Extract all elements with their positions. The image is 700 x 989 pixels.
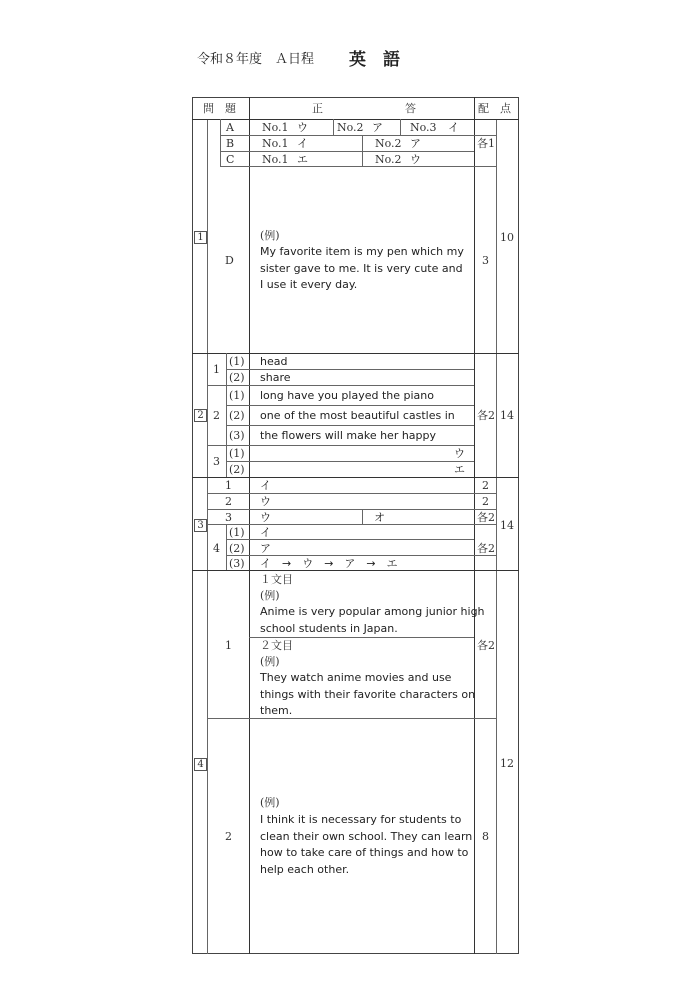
subject-title: 英 語 xyxy=(349,50,400,70)
row-divider xyxy=(192,119,519,120)
col-divider xyxy=(474,97,475,954)
q2-3-answer2: エ xyxy=(454,463,465,476)
q4-1-score: 各2 xyxy=(477,639,495,652)
q2-2-sub1: (1) xyxy=(229,389,245,402)
q1-a-no1: No.1 xyxy=(262,121,289,134)
question-2-number: 2 xyxy=(194,409,207,422)
q3-4-answer3: イ → ウ → ア → エ xyxy=(260,557,398,570)
q3-3-score: 各2 xyxy=(477,511,495,524)
q3-2-score: 2 xyxy=(482,495,489,508)
q1-a-no3: No.3 xyxy=(410,121,437,134)
col-divider xyxy=(249,97,250,954)
q3-3-answer2: オ xyxy=(374,511,385,524)
q1-d-example: (例) xyxy=(260,229,280,242)
question-4-number: 4 xyxy=(194,758,207,771)
q3-4-answer2: ア xyxy=(260,542,271,555)
q4-2-example: (例) xyxy=(260,796,280,809)
q3-4-sub3: (3) xyxy=(229,557,245,570)
q4-1-label: 1 xyxy=(225,639,232,652)
q2-3-sub2: (2) xyxy=(229,463,245,476)
q3-2-answer: ウ xyxy=(260,495,271,508)
q1-a-answer2: ア xyxy=(372,121,383,134)
q4-2-answer: I think it is necessary for students to clean their own school. They can learn how to take care of things and how to help each other. xyxy=(260,813,473,876)
q2-3-answer1: ウ xyxy=(454,447,465,460)
header-answer: 答 xyxy=(405,102,416,115)
q2-2-answer2: one of the most beautiful castles in xyxy=(260,409,455,422)
q4-1-first-sentence: １文目 xyxy=(260,573,293,586)
q2-2-sub3: (3) xyxy=(229,429,245,442)
q4-2-score: 8 xyxy=(482,830,489,843)
q2-1-sub1: (1) xyxy=(229,355,245,368)
q3-3-label: 3 xyxy=(225,511,232,524)
q4-1-second-sentence: ２文目 xyxy=(260,639,293,652)
q1-c-no1: No.1 xyxy=(262,153,289,166)
q3-3-answer1: ウ xyxy=(260,511,271,524)
q1-a-answer3: イ xyxy=(448,121,459,134)
q1-total: 10 xyxy=(500,231,514,244)
q3-total: 14 xyxy=(500,519,514,532)
q2-1-answer1: head xyxy=(260,355,288,368)
q3-2-label: 2 xyxy=(225,495,232,508)
header-correct: 正 xyxy=(312,102,323,115)
q1-c-label: C xyxy=(226,153,235,166)
q4-2-label: 2 xyxy=(225,830,232,843)
question-3-number: 3 xyxy=(194,519,207,532)
q2-3-sub1: (1) xyxy=(229,447,245,460)
q1-a-answer1: ウ xyxy=(297,121,308,134)
q1-c-answer1: エ xyxy=(297,153,308,166)
q3-4-sub2: (2) xyxy=(229,542,245,555)
q4-total: 12 xyxy=(500,757,514,770)
q3-4-sub1: (1) xyxy=(229,526,245,539)
q2-3-label: 3 xyxy=(213,455,220,468)
q1-d-label: D xyxy=(225,254,234,267)
q2-1-label: 1 xyxy=(213,363,220,376)
q2-total: 14 xyxy=(500,409,514,422)
q1-b-label: B xyxy=(226,137,235,150)
header-points: 配 点 xyxy=(478,102,511,115)
q1-d-score: 3 xyxy=(482,254,489,267)
q3-1-label: 1 xyxy=(225,479,232,492)
q1-abc-score: 各1 xyxy=(477,137,495,150)
q3-1-score: 2 xyxy=(482,479,489,492)
col-divider xyxy=(496,119,497,954)
q1-b-answer2: ア xyxy=(410,137,421,150)
q3-1-answer: イ xyxy=(260,479,271,492)
q1-a-no2: No.2 xyxy=(337,121,364,134)
q3-4-label: 4 xyxy=(213,542,220,555)
q3-4-score: 各2 xyxy=(477,542,495,555)
year-label: 令和８年度 Ａ日程 xyxy=(197,52,315,67)
q1-c-answer2: ウ xyxy=(410,153,421,166)
q1-a-label: A xyxy=(226,121,234,134)
q4-1-example1: (例) xyxy=(260,589,280,602)
col-divider xyxy=(207,119,208,954)
q1-c-no2: No.2 xyxy=(375,153,402,166)
q4-1-answer2: They watch anime movies and use things with their favorite characters on them. xyxy=(260,671,476,717)
q2-2-label: 2 xyxy=(213,409,220,422)
q2-2-answer3: the flowers will make her happy xyxy=(260,429,437,442)
q2-1-answer2: share xyxy=(260,371,291,384)
header-question: 問 題 xyxy=(203,102,236,115)
q4-1-answer1: Anime is very popular among junior high school students in Japan. xyxy=(260,605,485,635)
q3-4-answer1: イ xyxy=(260,526,271,539)
q2-2-answer1: long have you played the piano xyxy=(260,389,434,402)
question-1-number: 1 xyxy=(194,231,207,244)
q2-score: 各2 xyxy=(477,409,495,422)
q1-b-no1: No.1 xyxy=(262,137,289,150)
q4-1-example2: (例) xyxy=(260,655,280,668)
q1-b-no2: No.2 xyxy=(375,137,402,150)
q2-1-sub2: (2) xyxy=(229,371,245,384)
q1-d-answer: My favorite item is my pen which my sister gave to me. It is very cute and I use it every day. xyxy=(260,245,464,291)
q1-b-answer1: イ xyxy=(297,137,308,150)
q2-2-sub2: (2) xyxy=(229,409,245,422)
